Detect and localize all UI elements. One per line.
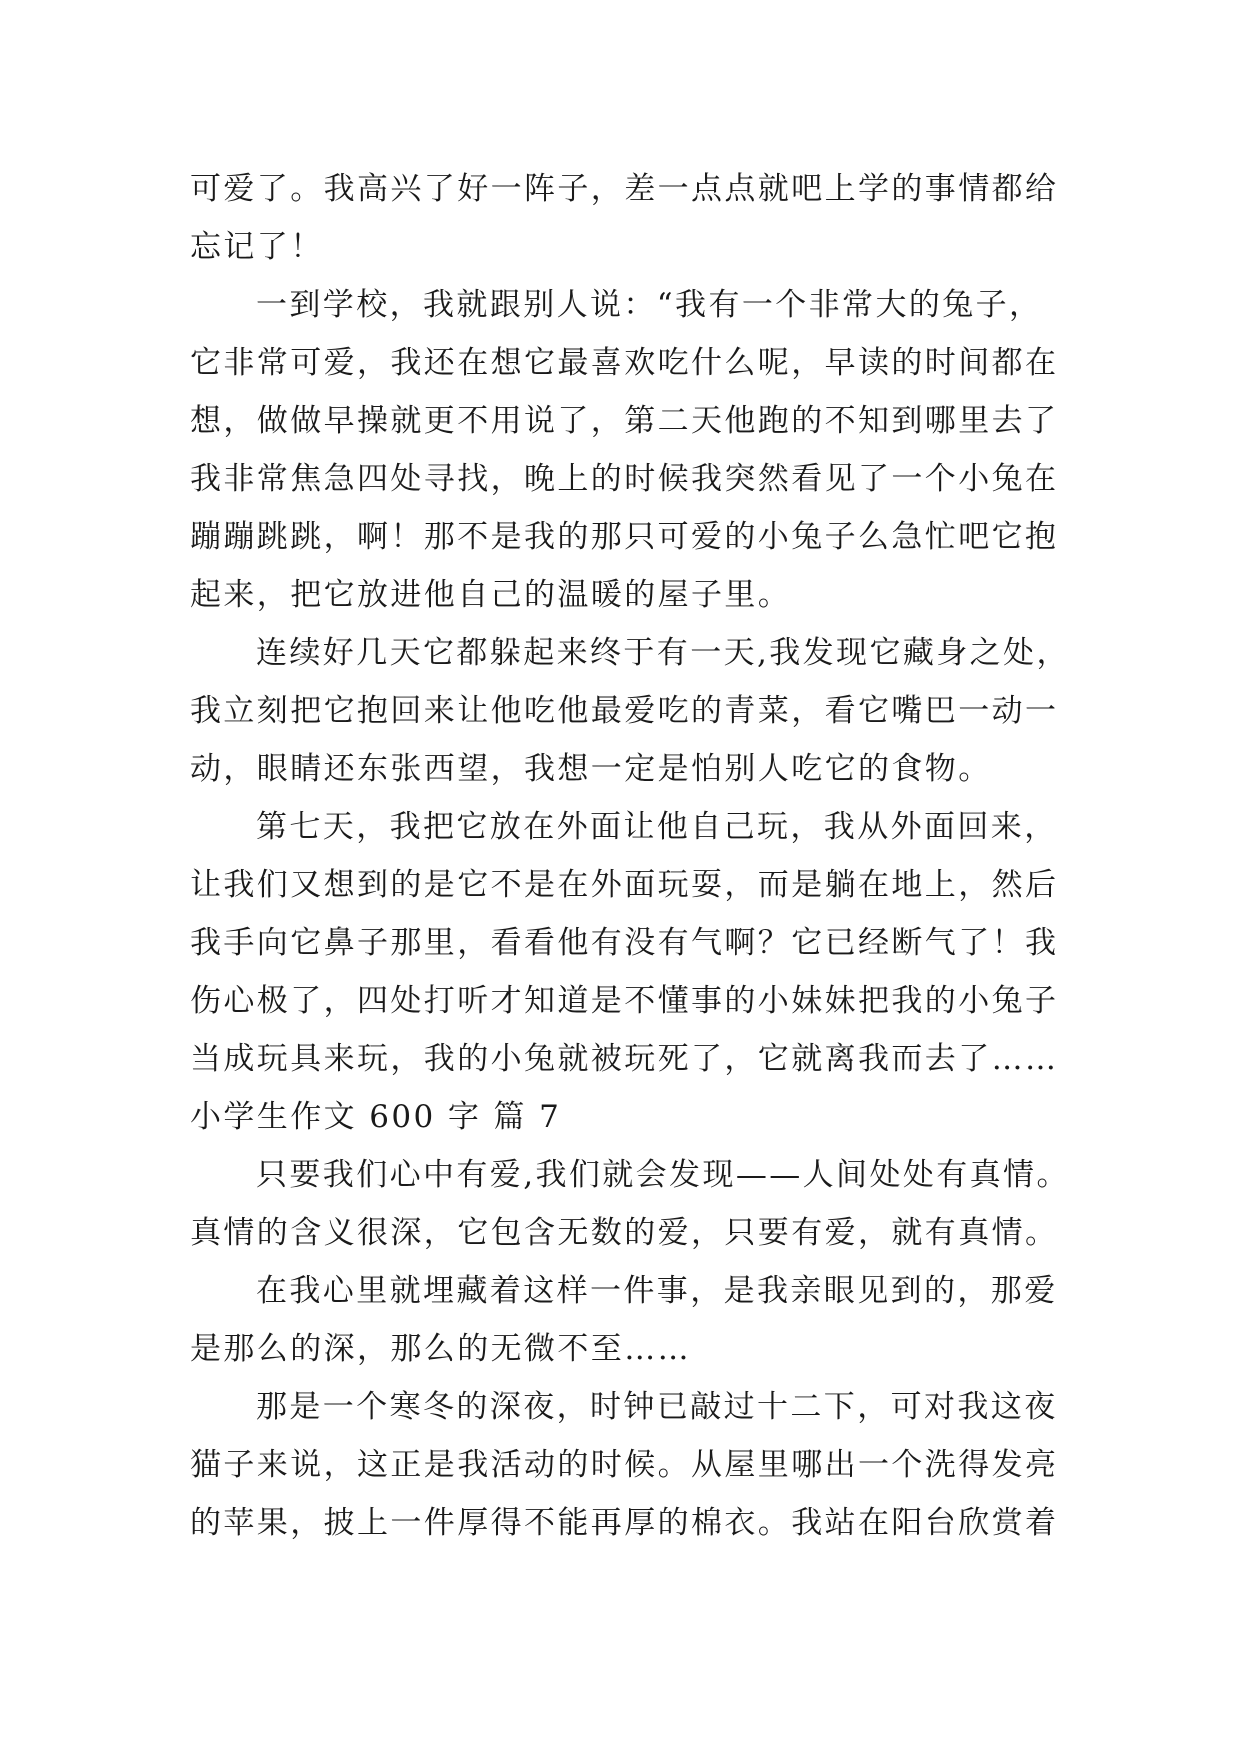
text-line: 真情的含义很深，它包含无数的爱，只要有爱，就有真情。 <box>190 1215 1059 1251</box>
text-line: 在我心里就埋藏着这样一件事，是我亲眼见到的，那爱 <box>256 1273 1058 1309</box>
text-line: 连续好几天它都躲起来终于有一天,我发现它藏身之处， <box>256 635 1070 671</box>
text-line: 是那么的深，那么的无微不至…… <box>190 1331 691 1367</box>
text-line: 动，眼睛还东张西望，我想一定是怕别人吃它的食物。 <box>190 751 992 787</box>
text-line: 我非常焦急四处寻找，晚上的时候我突然看见了一个小兔在 <box>190 461 1059 497</box>
text-line: 当成玩具来玩，我的小兔就被玩死了，它就离我而去了…… <box>190 1041 1059 1077</box>
text-line: 我手向它鼻子那里，看看他有没有气啊？它已经断气了！我 <box>190 925 1059 961</box>
text-line: 忘记了！ <box>190 229 324 265</box>
text-line: 一到学校，我就跟别人说：“我有一个非常大的兔子， <box>256 287 1043 323</box>
text-line: 它非常可爱，我还在想它最喜欢吃什么呢，早读的时间都在 <box>190 345 1059 381</box>
text-line: 的苹果，披上一件厚得不能再厚的棉衣。我站在阳台欣赏着 <box>190 1505 1059 1541</box>
text-line: 起来，把它放进他自己的温暖的屋子里。 <box>190 577 792 613</box>
text-line: 只要我们心中有爱,我们就会发现——人间处处有真情。 <box>256 1157 1070 1193</box>
text-line: 那是一个寒冬的深夜，时钟已敲过十二下，可对我这夜 <box>256 1389 1058 1425</box>
text-line: 我立刻把它抱回来让他吃他最爱吃的青菜，看它嘴巴一动一 <box>190 693 1059 729</box>
text-line: 可爱了。我高兴了好一阵子，差一点点就吧上学的事情都给 <box>190 171 1059 207</box>
document-body <box>190 160 1070 1552</box>
text-line: 让我们又想到的是它不是在外面玩耍，而是躺在地上，然后 <box>190 867 1059 903</box>
text-line: 伤心极了，四处打听才知道是不懂事的小妹妹把我的小兔子 <box>190 983 1059 1019</box>
text-line: 猫子来说，这正是我活动的时候。从屋里哪出一个洗得发亮 <box>190 1447 1059 1483</box>
text-line: 想，做做早操就更不用说了，第二天他跑的不知到哪里去了 <box>190 403 1059 439</box>
section-heading: 小学生作文 600 字 篇 7 <box>190 1099 562 1135</box>
text-line: 第七天，我把它放在外面让他自己玩，我从外面回来， <box>256 809 1058 845</box>
text-line: 蹦蹦跳跳，啊！那不是我的那只可爱的小兔子么急忙吧它抱 <box>190 519 1059 555</box>
